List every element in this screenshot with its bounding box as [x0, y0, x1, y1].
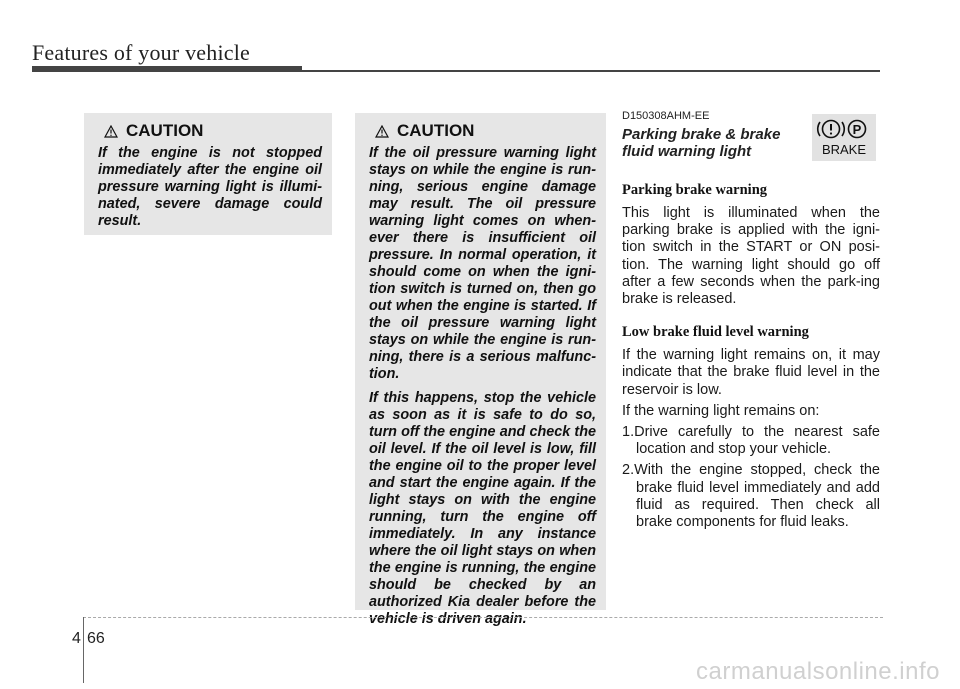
watermark: carmanualsonline.info — [696, 658, 940, 685]
caution-box-oil-long — [355, 113, 606, 627]
caution-paragraph-1: If the oil pressure warning light stays on while the engine is run-ning, serious engine damage may result. The oil pressure warning light comes on when-ever there is insufficient oil pressure. In normal operation, it should come on when the igni-tion switch is turned on, then go out when the engine is started. If the oil pressure warning light stays on while the engine is run-ning, there is a serious malfunc-tion. — [369, 145, 596, 382]
footer-divider — [83, 617, 84, 683]
parking-brake-text: This light is illuminated when the parking brake is applied with the igni-tion switch in the START or ON posi-tion. The warning light should go off after a few seconds when the park-ing brake is released. — [622, 205, 880, 308]
caution-text: If the engine is not stopped immediately after the engine oil pressure warning light is illumi-nated, severe damage could result. — [98, 145, 322, 229]
caution-heading-label: CAUTION — [126, 121, 204, 140]
warning-triangle-icon — [104, 125, 118, 138]
caution-heading — [369, 121, 596, 141]
remains-on-text: If the warning light remains on: — [622, 402, 820, 419]
header-bar — [32, 66, 302, 72]
brake-fluid-text: If the warning light remains on, it may indicate that the brake fluid level in the reservoir is low. — [622, 347, 880, 398]
caution-heading-label: CAUTION — [397, 121, 475, 140]
section-title: Parking brake & brake fluid warning light — [622, 126, 781, 160]
section-code: D150308AHM-EE — [622, 110, 710, 122]
footer-rule — [83, 617, 883, 618]
footer-page-number: 66 — [87, 630, 105, 647]
caution-heading — [98, 121, 322, 141]
caution-paragraph-2: If this happens, stop the vehicle as soon as it is safe to do so, turn off the engine and check the oil level. If the oil level is low, fill the engine oil to the proper level and start the engine again. If the light stays on with the engine running, turn the engine off immediately. In any instance where the oil light stays on when the engine is running, the engine should be checked by an authorized Kia dealer before the vehicle is driven again. — [369, 390, 596, 627]
brake-icon-label: BRAKE — [821, 142, 867, 157]
page-header-title: Features of your vehicle — [32, 40, 251, 65]
list-item: 2.With the engine stopped, check the brake fluid level immediately and add fluid as required. Then check all brake components for fluid leaks. — [622, 462, 880, 531]
header-rule — [302, 70, 880, 72]
subtitle-parking-brake: Parking brake warning — [622, 182, 768, 198]
right-column — [622, 110, 880, 535]
list-item: 1.Drive carefully to the nearest safe location and stop your vehicle. — [622, 424, 880, 458]
subtitle-brake-fluid: Low brake fluid level warning — [622, 324, 809, 341]
caution-box-oil-short — [84, 113, 332, 235]
warning-triangle-icon — [375, 125, 389, 138]
brake-icon-p: P — [852, 122, 862, 137]
footer-section-number: 4 — [72, 630, 81, 647]
